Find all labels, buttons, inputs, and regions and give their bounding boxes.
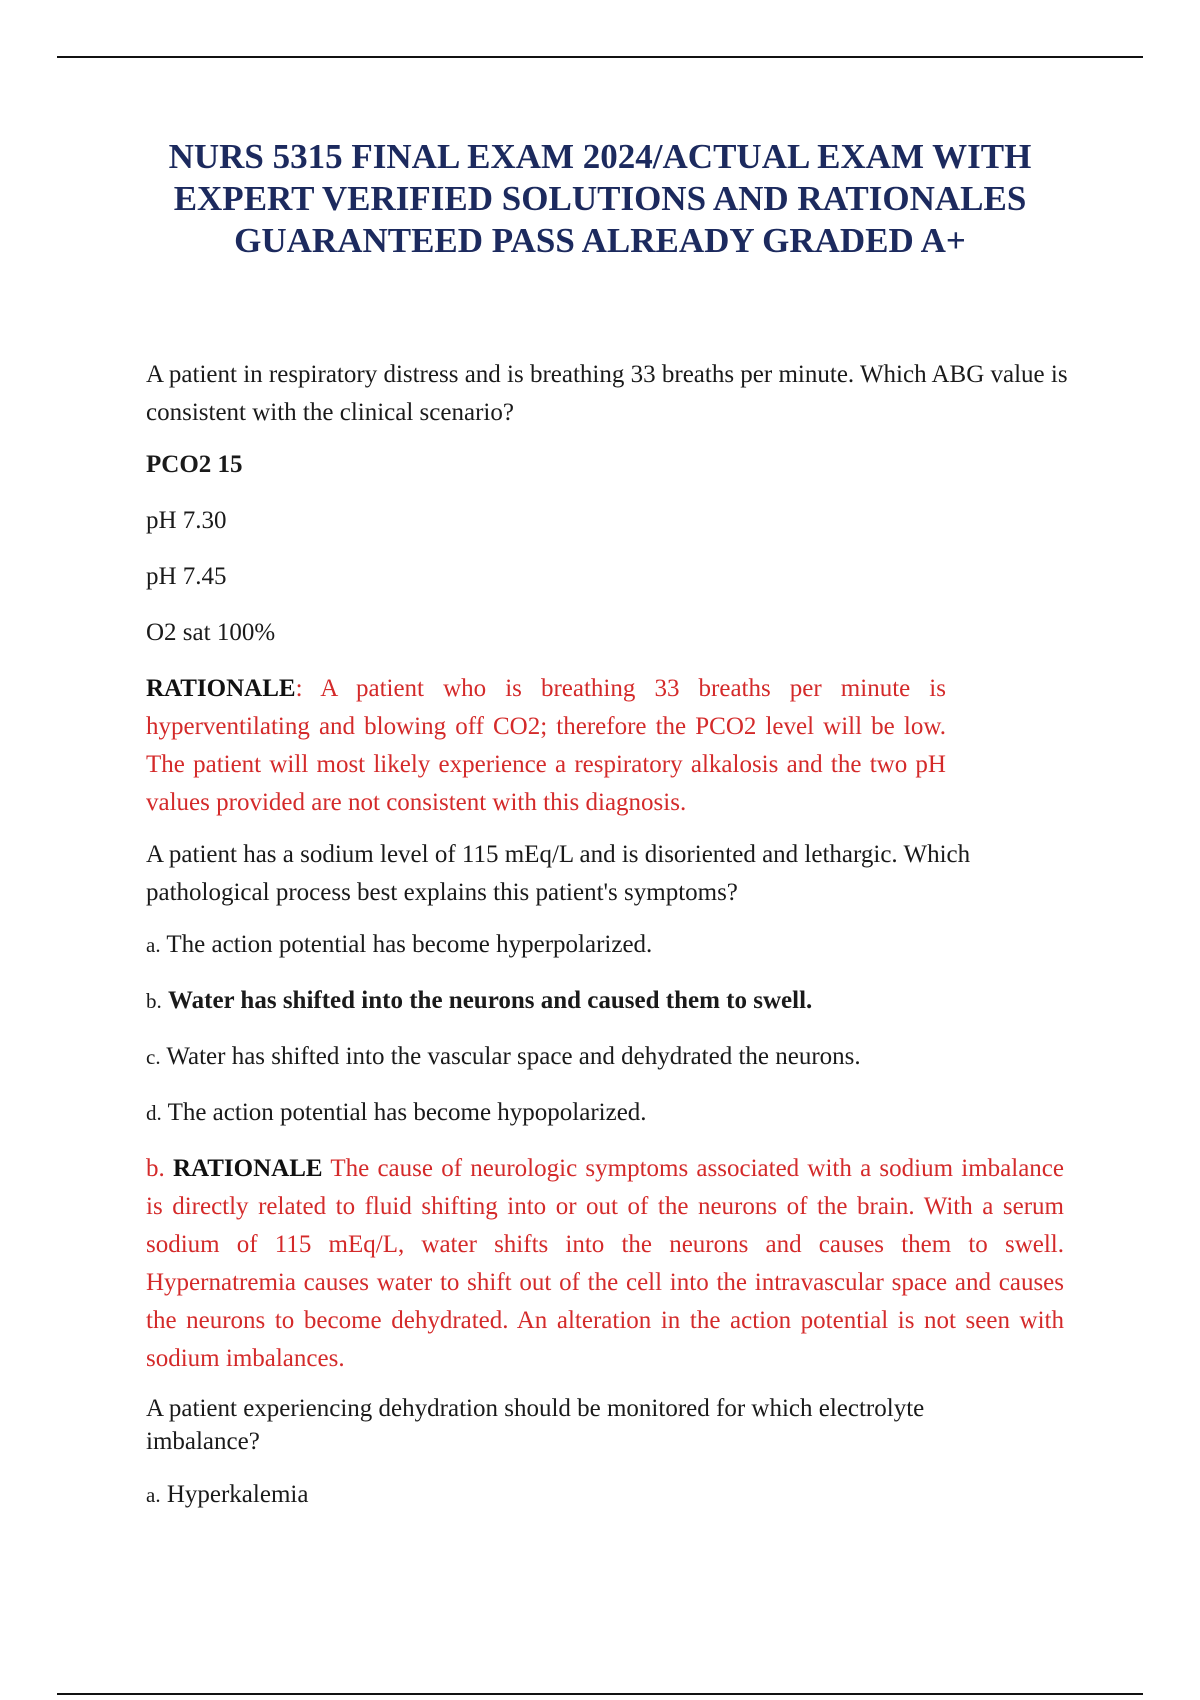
rationale-text: The cause of neurologic symptoms associated with a sodium imbalance is directly related to fluid shifting into or out of the neurons of the brain. With a serum sodium of 115 mEq/L, water shifts into the neurons and causes them to swell. Hypernatremia causes water to shift out of the cell into the intravascular space and causes the neurons to become dehydrated. An alteration in the action potential is not seen with sodium imbalances. <box>146 1155 1064 1372</box>
question-1-rationale <box>146 670 946 822</box>
option-letter: d. <box>146 1101 162 1125</box>
option-text: Water has shifted into the vascular space and dehydrated the neurons. <box>166 1043 861 1070</box>
option-letter: a. <box>146 933 161 957</box>
header-rule <box>57 56 1143 58</box>
rationale-label: RATIONALE <box>146 675 296 702</box>
question-3-text <box>146 1392 1092 1458</box>
question-2-option <box>146 1038 1092 1076</box>
rationale-colon: : <box>295 675 321 702</box>
question-1-text: A patient in respiratory distress and is breathing 33 breaths per minute. Which ABG value is consistent with the clinical scenario? <box>146 361 1068 426</box>
question-1-option: O2 sat 100% <box>146 619 276 646</box>
answer-letter: b. <box>146 1155 165 1182</box>
question-3-line-2: imbalance? <box>146 1428 260 1455</box>
option-text: The action potential has become hypopolarized. <box>167 1099 647 1126</box>
option-text: Hyperkalemia <box>166 1481 309 1508</box>
question-3-option <box>146 1476 1092 1514</box>
option-text: The action potential has become hyperpolarized. <box>166 931 653 958</box>
title-line-2: EXPERT VERIFIED SOLUTIONS AND RATIONALES <box>173 179 1027 218</box>
question-3-line-1: A patient experiencing dehydration should be monitored for which electrolyte <box>146 1395 925 1422</box>
option-letter: a. <box>146 1483 161 1507</box>
document-title <box>100 136 1100 262</box>
option-letter: c. <box>146 1045 161 1069</box>
question-2-option-correct <box>146 982 1092 1020</box>
question-1-option-correct: PCO2 15 <box>146 451 243 478</box>
question-2-rationale <box>146 1150 1064 1378</box>
document-body <box>146 356 1092 1532</box>
question-1-option: pH 7.30 <box>146 507 227 534</box>
rationale-text: A patient who is breathing 33 breaths per minute is hyperventilating and blowing off CO2; therefore the PCO2 level will be low. The patient will most likely experience a respiratory alkalosis and the two pH values provided are not consistent with this diagnosis. <box>146 675 946 816</box>
title-line-1: NURS 5315 FINAL EXAM 2024/ACTUAL EXAM WITH <box>168 137 1032 176</box>
option-letter: b. <box>146 989 162 1013</box>
question-2-text: A patient has a sodium level of 115 mEq/L and is disoriented and lethargic. Which pathological process best explains this patient's symptoms? <box>146 841 971 906</box>
option-text: Water has shifted into the neurons and caused them to swell. <box>168 987 813 1014</box>
question-1-option: pH 7.45 <box>146 563 227 590</box>
rationale-label: RATIONALE <box>172 1155 323 1182</box>
title-line-3: GUARANTEED PASS ALREADY GRADED A+ <box>234 221 966 260</box>
question-2-option <box>146 926 1092 964</box>
question-2-option <box>146 1094 1092 1132</box>
footer-rule <box>57 1693 1143 1695</box>
